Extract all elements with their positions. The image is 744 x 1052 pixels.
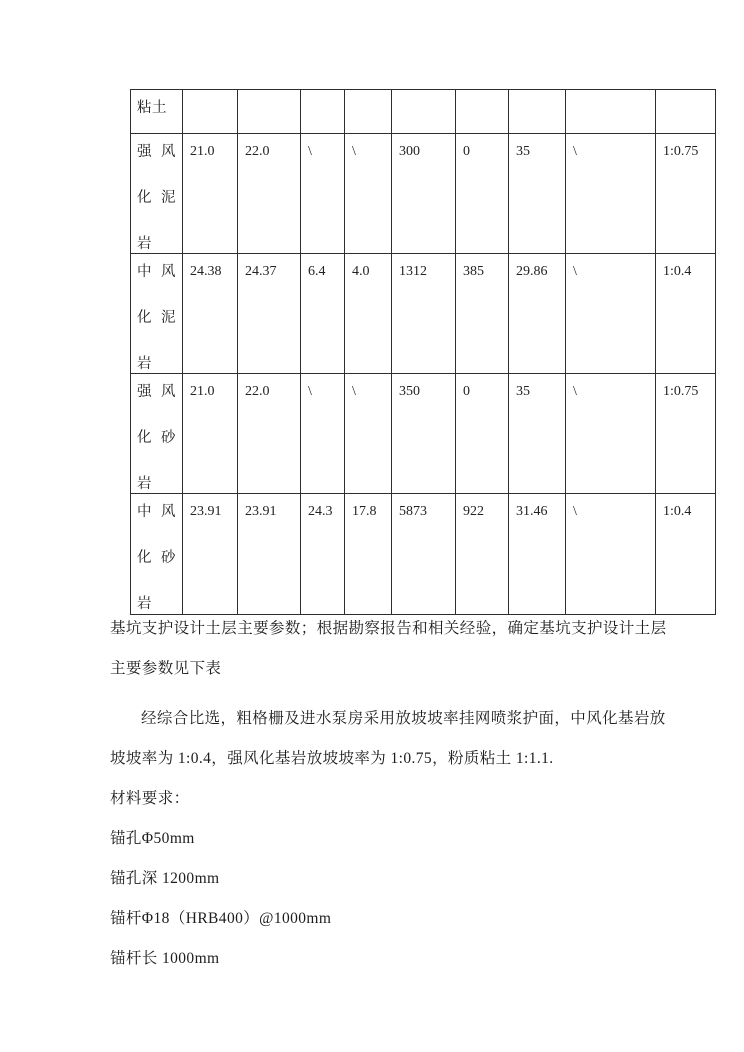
table-cell: 1:0.4: [656, 254, 715, 374]
table-cell: \: [301, 134, 345, 254]
table-cell: [566, 90, 656, 134]
table-cell: 22.0: [238, 134, 301, 254]
body-line: 主要参数见下表: [110, 660, 222, 677]
table-cell: 0: [456, 134, 509, 254]
table-cell: [656, 90, 715, 134]
table-cell: 1:0.75: [656, 134, 715, 254]
table-cell: [238, 90, 301, 134]
table-cell: 21.0: [183, 134, 238, 254]
table-cell: 1312: [392, 254, 456, 374]
table-row-label: [131, 254, 183, 374]
table-cell: 385: [456, 254, 509, 374]
table-cell: 35: [509, 374, 566, 494]
table-cell: [183, 90, 238, 134]
table-cell: 29.86: [509, 254, 566, 374]
body-line-anchor-hole-depth: 锚孔深 1200mm: [110, 870, 220, 887]
body-line-anchor-hole-diameter: 锚孔Φ50mm: [110, 830, 195, 847]
table-cell: 35: [509, 134, 566, 254]
table-cell: \: [566, 374, 656, 494]
table-row-label: [131, 494, 183, 614]
body-line-anchor-bar-spec: 锚杆Φ18（HRB400）@1000mm: [110, 910, 332, 927]
table-cell: \: [566, 254, 656, 374]
body-line-anchor-bar-length: 锚杆长 1000mm: [110, 950, 220, 967]
row-label-text: 中风化泥岩: [137, 264, 176, 372]
table-cell: 23.91: [183, 494, 238, 614]
table-cell: 23.91: [238, 494, 301, 614]
table-cell: 21.0: [183, 374, 238, 494]
table-cell: 24.38: [183, 254, 238, 374]
table-cell: 24.3: [301, 494, 345, 614]
row-label-text: 强风化砂岩: [137, 384, 176, 492]
table-cell: 22.0: [238, 374, 301, 494]
table-cell: \: [345, 374, 392, 494]
table-cell: [345, 90, 392, 134]
table-cell: 350: [392, 374, 456, 494]
table-cell: 300: [392, 134, 456, 254]
table-cell: \: [301, 374, 345, 494]
body-line-material-requirements: 材料要求：: [110, 790, 190, 807]
body-line: 经综合比选，粗格栅及进水泵房采用放坡坡率挂网喷浆护面，中风化基岩放: [141, 710, 666, 727]
soil-parameters-table: [130, 89, 716, 615]
table-cell: 17.8: [345, 494, 392, 614]
body-line: 基坑支护设计土层主要参数；根据勘察报告和相关经验，确定基坑支护设计土层: [110, 620, 667, 637]
row-label-text: 粘土: [137, 100, 167, 116]
table-cell: 31.46: [509, 494, 566, 614]
table-row-label: [131, 134, 183, 254]
table-cell: 922: [456, 494, 509, 614]
table-row-label: [131, 374, 183, 494]
table-cell: \: [566, 494, 656, 614]
row-label-text: 强风化泥岩: [137, 144, 176, 252]
table-cell: 5873: [392, 494, 456, 614]
table-cell: 6.4: [301, 254, 345, 374]
table-cell: [509, 90, 566, 134]
table-cell: 0: [456, 374, 509, 494]
document-body: [110, 609, 726, 979]
row-label-text: 中风化砂岩: [137, 504, 176, 612]
table-cell: [456, 90, 509, 134]
table-row-label: [131, 90, 183, 134]
table-cell: 24.37: [238, 254, 301, 374]
table-cell: [301, 90, 345, 134]
table-cell: 1:0.4: [663, 504, 692, 519]
body-line: 坡坡率为 1:0.4，强风化基岩放坡坡率为 1:0.75，粉质粘土 1:1.1.: [110, 750, 554, 767]
table-cell: 1:0.75: [656, 374, 715, 494]
table-cell: \: [345, 134, 392, 254]
table-cell: 4.0: [345, 254, 392, 374]
table-cell: \: [566, 134, 656, 254]
table-cell: [392, 90, 456, 134]
